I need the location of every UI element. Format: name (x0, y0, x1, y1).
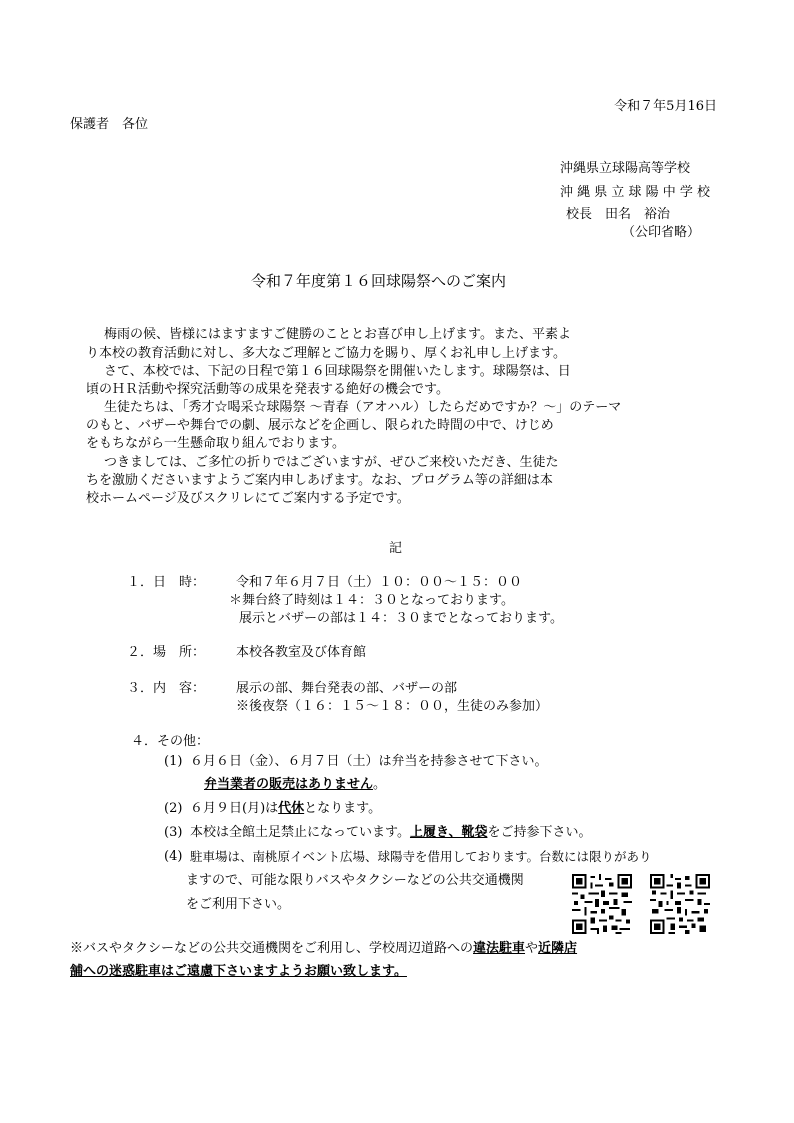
item1-note-stage: ＊舞台終了時刻は１４：３０となっております。 (229, 593, 514, 608)
school-name-junior: 沖 縄 県 立 球 陽 中 学 校 (560, 185, 711, 200)
item1-note-exhibit: 展示とバザーの部は１４：３０までとなっております。 (239, 611, 563, 626)
item4-sub3-number: (3) (164, 825, 183, 840)
nearby-store-emphasis: 近隣店 (538, 941, 578, 956)
qr-code-icon (650, 874, 710, 934)
body-line: 校ホームページ及びスクリレにてご案内する予定です。 (86, 491, 410, 506)
body-line: のもと、バザーや舞台での劇、展示などを企画し、限られた時間の中で、けじめ (86, 418, 554, 433)
item4-sub2-number: (2) (164, 801, 183, 816)
body-line: 頃のＨＲ活動や探究活動等の成果を発表する絶好の機会です。 (86, 382, 449, 397)
footer-line1 (70, 940, 577, 958)
recipient: 保護者 各位 (70, 117, 149, 132)
item3-label: ３．内 容： (127, 681, 206, 696)
page-title: 令和７年度第１６回球陽祭へのご案内 (251, 272, 507, 290)
issue-date: 令和７年5月16日 (614, 99, 717, 114)
footer-line2 (70, 963, 407, 981)
body-line: つきましては、ご多忙の折りではございますが、ぜひご来校いただき、生徒た (104, 455, 559, 470)
sub2-suffix: となります。 (304, 801, 382, 816)
qr-code-2[interactable] (650, 874, 710, 934)
item4-sub1-text: ６月６日（金）、６月７日（土）は弁当を持参させて下さい。 (190, 754, 548, 769)
sentence-end: 。 (373, 777, 387, 792)
item4-sub4-line1: 駐車場は、南桃原イベント広場、球陽寺を借用しております。台数には限りがあり (190, 849, 652, 864)
qr-code-1[interactable] (572, 874, 632, 934)
item4-sub3-line (190, 824, 591, 842)
body-line: り本校の教育活動に対し、多大なご理解とご協力を賜り、厚くお礼申し上げます。 (86, 346, 566, 361)
illegal-parking-emphasis: 違法駐車 (473, 941, 526, 956)
item3-note: ※後夜祭（１６：１５～１８：００，生徒のみ参加） (236, 699, 549, 714)
item4-sub1-number: (1) (164, 754, 183, 769)
footer-prefix: ※バスやタクシーなどの公共交通機関をご利用し、学校周辺道路への (70, 941, 474, 956)
item3-value: 展示の部、舞台発表の部、バザーの部 (236, 681, 458, 696)
body-line: ちを激励くださいますようご案内申しあげます。なお、プログラム等の詳細は本 (86, 473, 553, 488)
item2-value: 本校各教室及び体育館 (236, 645, 367, 660)
no-lunch-vendor-notice: 弁当業者の販売はありません (204, 777, 374, 792)
item2-label: ２．場 所： (127, 645, 206, 660)
footer-connector: や (525, 941, 539, 956)
sub2-prefix: ６月９日(月)は (190, 801, 279, 816)
ki-marker: 記 (389, 541, 403, 556)
qr-code-icon (572, 874, 632, 934)
indoor-shoes-emphasis: 上履き、靴袋 (409, 825, 488, 840)
item4-sub4-line2: ますので、可能な限りバスやタクシーなどの公共交通機関 (186, 873, 524, 888)
school-name-high: 沖縄県立球陽高等学校 (560, 161, 691, 176)
item4-sub4-number: (4) (164, 849, 183, 864)
body-line: さて、本校では、下記の日程で第１６回球陽祭を開催いたします。球陽祭は、日 (104, 364, 571, 379)
nuisance-parking-emphasis: 舗への迷惑駐車はご遠慮下さいますようお願い致します。 (70, 964, 407, 979)
item1-label: １．日 時： (127, 575, 206, 590)
principal-name: 校長 田名 裕治 (566, 207, 671, 222)
body-line: をもちながら一生懸命取り組んでおります。 (86, 436, 345, 451)
sub3-prefix: 本校は全館土足禁止になっています。 (190, 825, 410, 840)
item1-value: 令和７年６月７日（土）１０：００～１５：００ (236, 575, 523, 590)
substitute-holiday-emphasis: 代休 (278, 801, 305, 816)
sub3-suffix: をご持参下さい。 (487, 825, 592, 840)
seal-omitted-note: （公印省略） (622, 225, 701, 240)
body-line: 生徒たちは、「秀才☆喝采☆球陽祭 ～青春（アオハル）したらだめですか？～」のテーマ (104, 400, 622, 415)
body-line: 梅雨の候、皆様にはますますご健勝のこととお喜び申し上げます。また、平素よ (104, 327, 571, 342)
item4-label: ４．その他： (131, 734, 210, 749)
item4-sub1-emphasis-line (204, 776, 386, 794)
item4-sub2-line (190, 800, 381, 818)
item4-sub4-line3: をご利用下さい。 (186, 897, 291, 912)
